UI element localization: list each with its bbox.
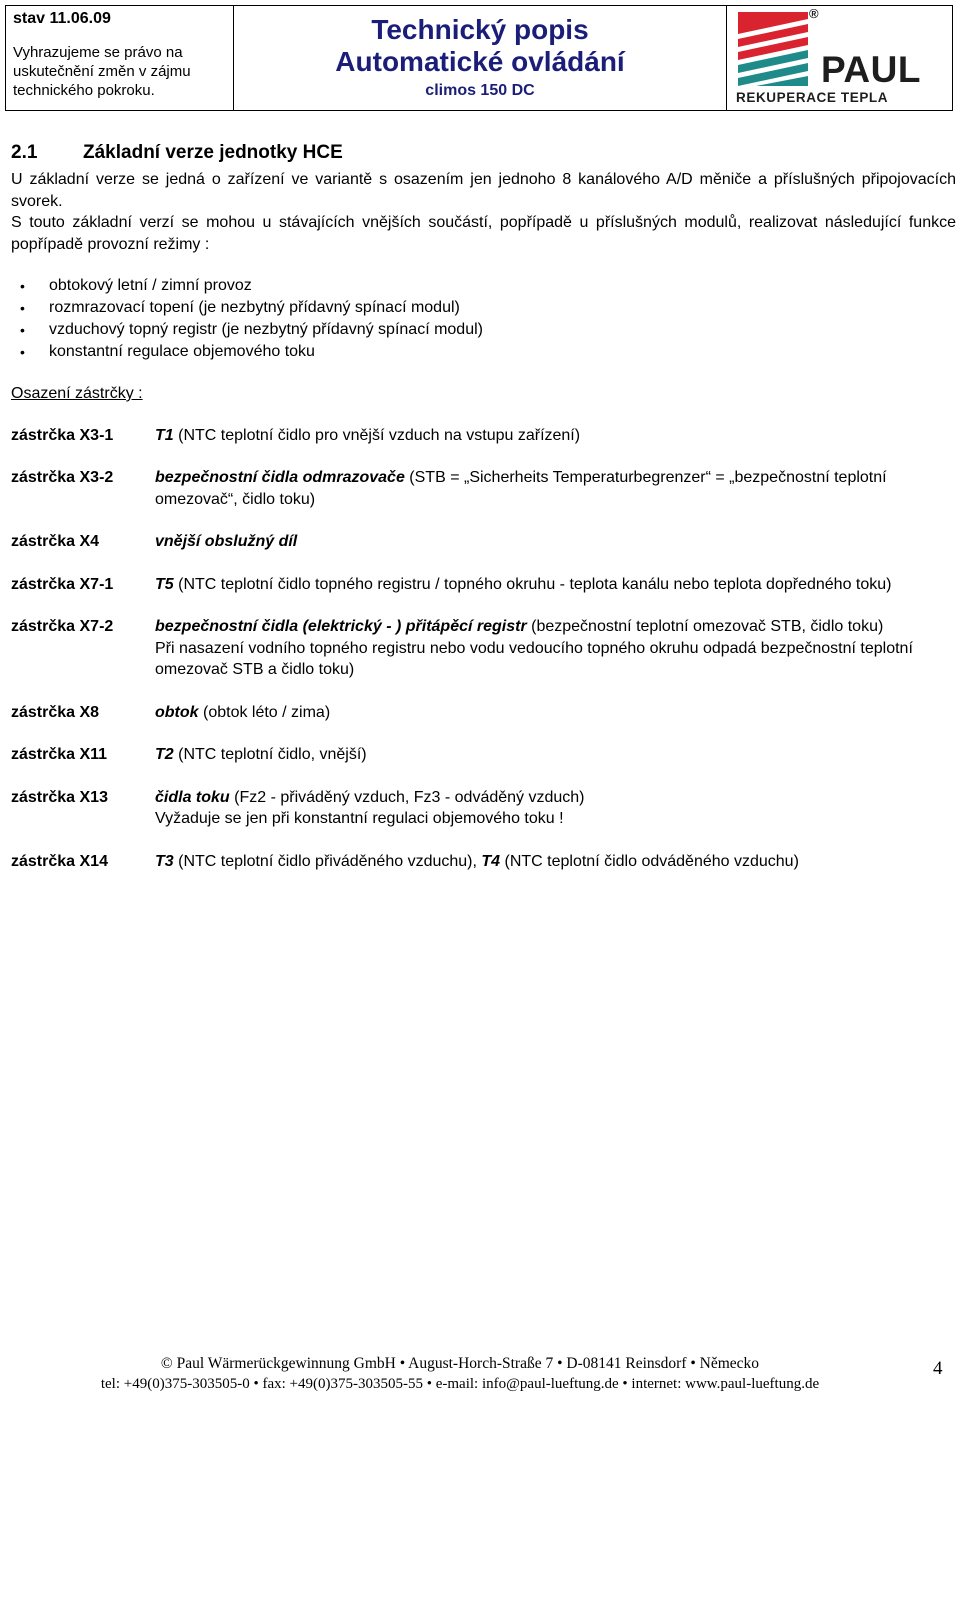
- table-row: [11, 467, 946, 531]
- table-row: [11, 744, 946, 787]
- revision-date: stav 11.06.09: [13, 10, 111, 27]
- connectors-heading: Osazení zástrčky :: [11, 385, 143, 402]
- document-subtitle: Automatické ovládání: [335, 46, 625, 77]
- connector-name: zástrčka X7-1: [11, 575, 114, 593]
- table-row: [11, 702, 946, 745]
- logo-tagline: REKUPERACE TEPLA: [736, 90, 889, 105]
- connector-name: zástrčka X11: [11, 746, 108, 763]
- connector-description: bezpečnostní čidla (elektrický - ) přitápěcí registr (bezpečnostní teplotní omezovač STB, čidlo toku) Při nasazení vodního topného registru nebo vodu vedoucího topného okruhu odpadá bezpečnostní teplotní omezovač STB a čidlo toku): [155, 618, 913, 678]
- reservation-line-1: Vyhrazujeme se právo na: [13, 44, 183, 61]
- section-heading: [11, 141, 956, 165]
- document-header: [5, 5, 953, 111]
- logo-wordmark: PAUL: [821, 49, 921, 90]
- document-title: Technický popis: [371, 14, 589, 45]
- connector-name: zástrčka X4: [11, 533, 100, 550]
- connector-description: T3 (NTC teplotní čidlo přiváděného vzduchu), T4 (NTC teplotní čidlo odváděného vzduchu): [155, 852, 799, 870]
- connector-name: zástrčka X8: [11, 703, 100, 721]
- header-title-cell: [234, 6, 727, 110]
- feature-list: [11, 275, 956, 363]
- connector-description: obtok (obtok léto / zima): [155, 703, 331, 721]
- section-title: Základní verze jednotky HCE: [83, 142, 343, 163]
- table-row: [11, 531, 946, 574]
- connector-name: zástrčka X3-2: [11, 469, 114, 486]
- table-row: [11, 574, 946, 617]
- paul-logo-mark-icon: [736, 10, 816, 88]
- table-row: [11, 787, 946, 851]
- connector-name: zástrčka X14: [11, 852, 108, 870]
- header-left-cell: [6, 6, 234, 110]
- connector-description: čidla toku (Fz2 - přiváděný vzduch, Fz3 - odváděný vzduch) Vyžaduje se jen při konstantní regulaci objemového toku !: [155, 788, 585, 827]
- connector-name: zástrčka X3-1: [11, 426, 114, 444]
- table-row: [11, 425, 946, 468]
- reservation-line-3: technického pokroku.: [13, 82, 155, 99]
- feature-item: • obtokový letní / zimní provoz: [11, 275, 956, 297]
- company-logo: [727, 6, 952, 110]
- feature-item: • konstantní regulace objemového toku: [11, 341, 956, 363]
- footer-address: © Paul Wärmerückgewinnung GmbH • August-Horch-Straße 7 • D-08141 Reinsdorf • Německo: [160, 1355, 760, 1372]
- reservation-line-2: uskutečnění změn v zájmu: [13, 63, 191, 80]
- table-row: [11, 851, 946, 894]
- page-number: 4: [933, 1358, 943, 1379]
- connector-description: T5 (NTC teplotní čidlo topného registru / topného okruhu - teplota kanálu nebo teplota dopředného toku): [155, 575, 892, 593]
- connector-description: bezpečnostní čidla odmrazovače (STB = „Sicherheits Temperaturbegrenzer“ = „bezpečnostní teplotní omezovač“, čidlo toku): [155, 469, 887, 508]
- connector-note: Vyžaduje se jen při konstantní regulaci objemového toku !: [155, 810, 564, 827]
- connector-description: vnější obslužný díl: [155, 533, 298, 550]
- feature-item: • rozmrazovací topení (je nezbytný přídavný spínací modul): [11, 297, 956, 319]
- document-footer: [20, 1354, 900, 1394]
- table-row: [11, 616, 946, 702]
- feature-item: • vzduchový topný registr (je nezbytný přídavný spínací modul): [11, 319, 956, 341]
- functions-paragraph: S touto základní verzí se mohou u stávajících vnějších součástí, popřípadě u příslušných modulů, realizovat následující funkce popřípadě provozní režimy :: [11, 214, 956, 253]
- registered-mark: ®: [809, 6, 819, 21]
- intro-paragraph: U základní verze se jedná o zařízení ve variantě s osazením jen jednoho 8 kanálového A/D měniče a příslušných připojovacích svorek.: [11, 171, 956, 210]
- connector-name: zástrčka X7-2: [11, 618, 114, 635]
- document-body: [11, 141, 956, 893]
- connector-description: T1 (NTC teplotní čidlo pro vnější vzduch na vstupu zařízení): [155, 426, 581, 444]
- connector-name: zástrčka X13: [11, 788, 108, 806]
- section-number: 2.1: [11, 142, 38, 163]
- footer-contact: tel: +49(0)375-303505-0 • fax: +49(0)375-303505-55 • e-mail: info@paul-lueftung.de • internet: www.paul-lueftung.de: [100, 1376, 820, 1392]
- connector-table: [11, 425, 946, 894]
- connector-note: Při nasazení vodního topného registru nebo vodu vedoucího topného okruhu odpadá bezpečnostní teplotní omezovač STB a čidlo toku): [155, 639, 913, 678]
- device-model: climos 150 DC: [425, 82, 535, 99]
- connector-description: T2 (NTC teplotní čidlo, vnější): [155, 746, 367, 763]
